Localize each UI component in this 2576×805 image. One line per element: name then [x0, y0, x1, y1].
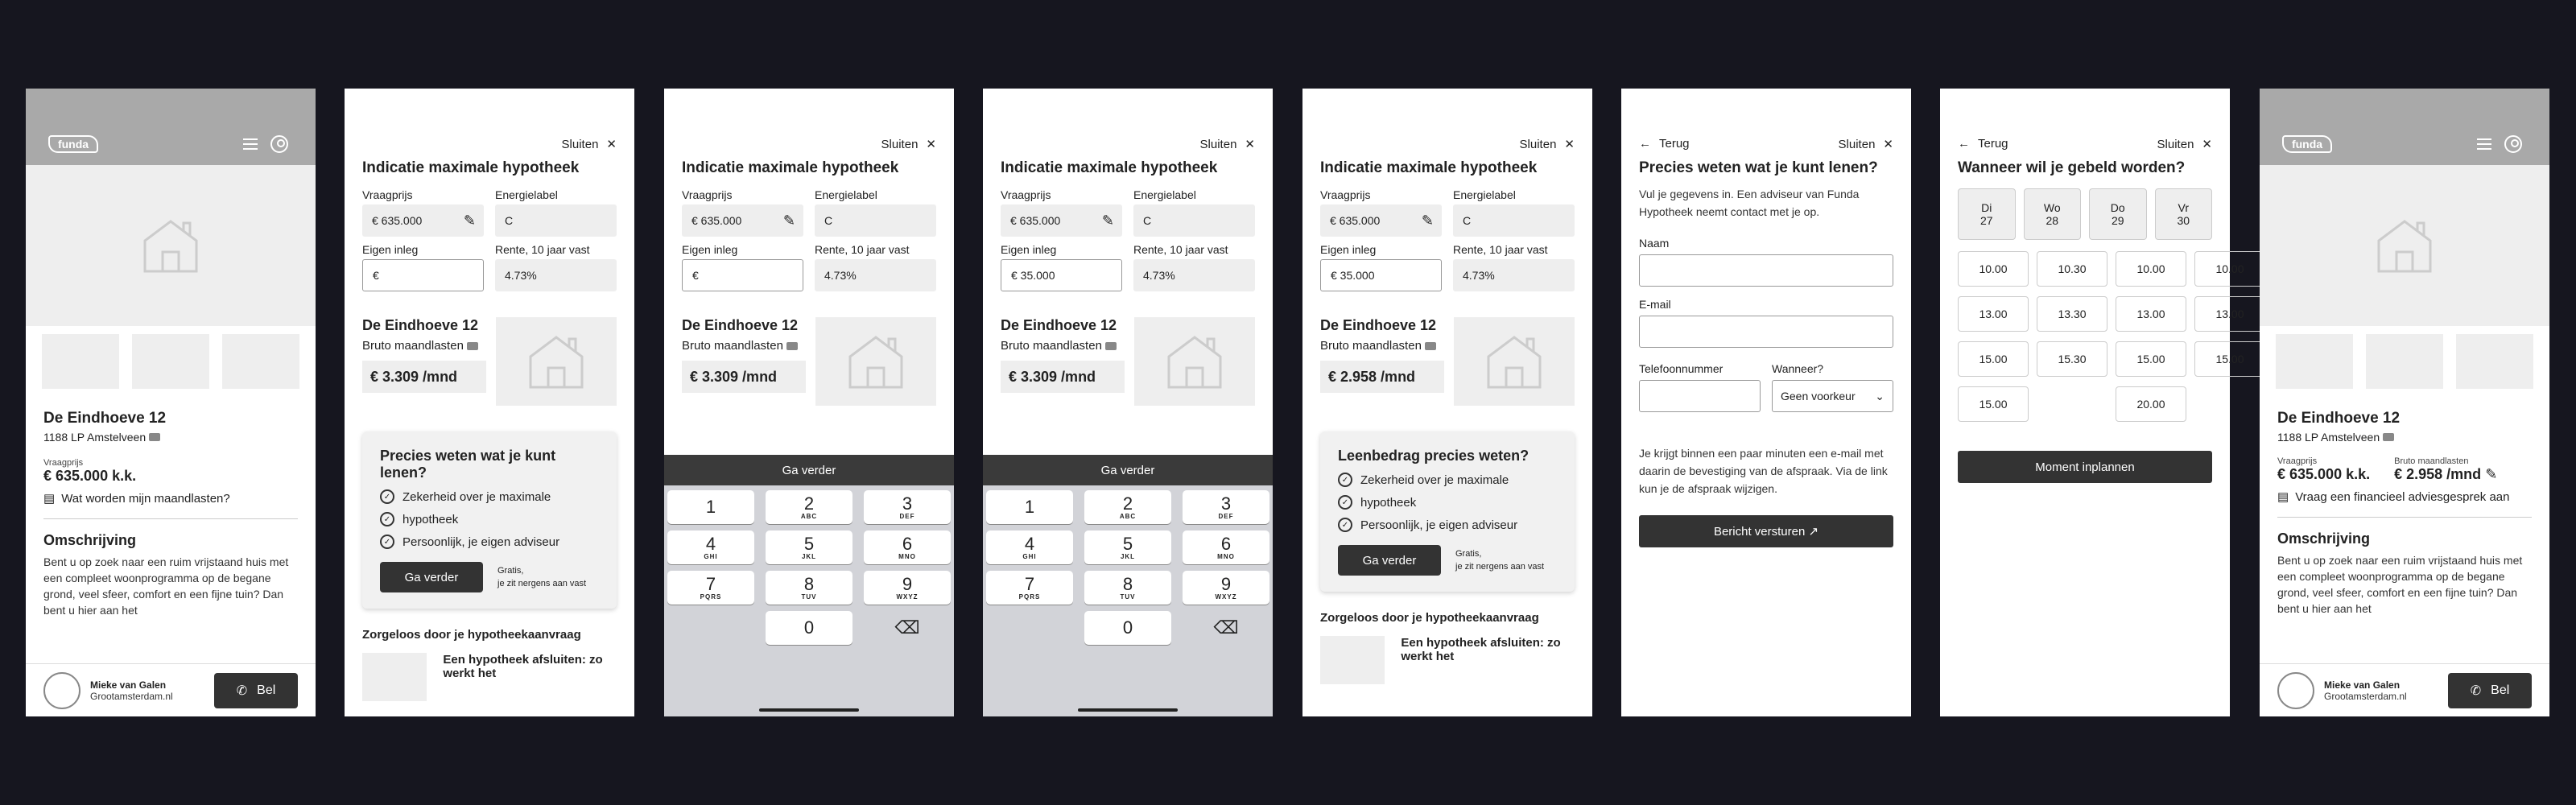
- agent-name: Mieke van Galen: [2324, 679, 2401, 691]
- day-option[interactable]: Di 27: [1958, 188, 2016, 240]
- keypad-key[interactable]: 8 TUV: [1084, 571, 1171, 605]
- property-title: De Eindhoeve 12: [43, 410, 167, 427]
- edit-icon[interactable]: ✎: [2485, 466, 2498, 482]
- calc-title: Indicatie maximale hypotheek: [362, 159, 580, 176]
- property-address: 1188 LP Amstelveen: [26, 427, 316, 444]
- thumbnail[interactable]: [222, 334, 299, 389]
- day-option[interactable]: Wo 28: [2024, 188, 2082, 240]
- rente-label: Rente, 10 jaar vast: [1453, 243, 1548, 256]
- home-indicator: [1078, 708, 1178, 712]
- price-row: [2260, 444, 2549, 483]
- inleg-label: Eigen inleg: [682, 243, 738, 256]
- rente-label: Rente, 10 jaar vast: [495, 243, 590, 256]
- thumbnail[interactable]: [132, 334, 209, 389]
- keypad-key[interactable]: 7 PQRS: [667, 571, 754, 605]
- time-slot[interactable]: 15.00: [2194, 341, 2265, 377]
- close-icon: ✕: [1245, 138, 1255, 151]
- day-option[interactable]: Do 29: [2089, 188, 2147, 240]
- phone-input[interactable]: [1639, 380, 1761, 412]
- energie-field[interactable]: C: [815, 204, 936, 237]
- close-button[interactable]: Sluiten ✕: [881, 137, 936, 151]
- description-heading: Omschrijving: [43, 532, 137, 548]
- card-title: De Eindhoeve 12: [682, 317, 799, 333]
- close-icon: ✕: [1883, 138, 1893, 151]
- back-button[interactable]: ← Terug: [1958, 137, 2008, 151]
- numeric-keypad: [664, 455, 954, 716]
- menu-icon[interactable]: [243, 138, 258, 150]
- promo-card: [362, 431, 617, 609]
- vraagprijs-label: Vraagprijs: [682, 188, 733, 201]
- free-note: Gratis, je zit nergens aan vast: [1455, 549, 1545, 572]
- result-card: [345, 291, 634, 406]
- screen-schedule: [1940, 89, 2244, 716]
- house-placeholder-icon: [1482, 329, 1546, 394]
- rente-field[interactable]: 4.73%: [1453, 259, 1575, 291]
- agent-site: Grootamsterdam.nl: [2324, 690, 2407, 702]
- keypad-key[interactable]: 8 TUV: [766, 571, 852, 605]
- funda-logo[interactable]: funda: [2282, 135, 2332, 153]
- calc-form: [664, 177, 954, 291]
- calc-form: [345, 177, 634, 291]
- email-label: E-mail: [1639, 298, 1671, 311]
- continue-button[interactable]: Ga verder: [380, 562, 483, 592]
- property-title: De Eindhoeve 12: [2277, 410, 2401, 427]
- keypad-key[interactable]: 6 MNO: [1183, 530, 1269, 564]
- backspace-key[interactable]: ⌫: [894, 617, 920, 638]
- keypad-key: [986, 611, 1073, 645]
- edit-icon[interactable]: ✎: [782, 213, 795, 229]
- check-icon: ✓: [1338, 473, 1352, 487]
- article-title: Een hypotheek afsluiten: zo werkt het: [443, 653, 603, 680]
- calc-title: Indicatie maximale hypotheek: [682, 159, 899, 176]
- check-icon: ✓: [380, 535, 394, 549]
- monthly-label: Bruto maandlasten: [2394, 456, 2469, 466]
- time-slot[interactable]: 15.30: [2037, 341, 2107, 377]
- energie-label: Energielabel: [1133, 188, 1196, 201]
- keys-grid: [664, 485, 954, 650]
- avatar: [2277, 672, 2314, 709]
- keypad-key[interactable]: 6 MNO: [864, 530, 951, 564]
- keypad-key[interactable]: 3 DEF: [864, 490, 951, 524]
- card-sub: Bruto maandlasten: [1320, 339, 1444, 353]
- chevron-down-icon: ⌄: [1875, 389, 1885, 402]
- hero-image[interactable]: [26, 165, 316, 326]
- card-sub: Bruto maandlasten: [1001, 339, 1125, 353]
- price-value: € 635.000 k.k.: [2277, 466, 2371, 482]
- inleg-label: Eigen inleg: [362, 243, 419, 256]
- day-option[interactable]: Vr 30: [2155, 188, 2213, 240]
- check-item: ✓ Persoonlijk, je eigen adviseur: [1338, 518, 1557, 532]
- vraagprijs-field[interactable]: € 635.000 ✎: [682, 204, 803, 237]
- screen-contact-form: [1621, 89, 1911, 716]
- edit-icon[interactable]: ✎: [463, 213, 476, 229]
- article-image: [1320, 636, 1385, 684]
- article-image: [362, 653, 427, 701]
- keypad-key[interactable]: 1: [986, 490, 1073, 524]
- result-card: [1302, 291, 1592, 406]
- check-item: ✓ Zekerheid over je maximale: [1338, 473, 1557, 487]
- house-placeholder-icon: [2372, 213, 2437, 278]
- screen-property-detail: [26, 89, 316, 716]
- keypad-key[interactable]: 7 PQRS: [986, 571, 1073, 605]
- house-placeholder-icon: [844, 329, 908, 394]
- keypad-key[interactable]: 5 JKL: [1084, 530, 1171, 564]
- backspace-key[interactable]: ⌫: [1213, 617, 1239, 638]
- time-slot[interactable]: 10.00: [2194, 251, 2265, 287]
- advice-link[interactable]: ▤ Vraag een financieel adviesgesprek aan: [2277, 489, 2510, 504]
- card-value: € 2.958 /mnd: [1320, 361, 1444, 393]
- divider: [2277, 517, 2532, 518]
- schedule-button[interactable]: Moment inplannen: [1958, 451, 2212, 483]
- result-card: [664, 291, 954, 406]
- card-value: € 3.309 /mnd: [682, 361, 806, 393]
- check-item: ✓ hypotheek: [1338, 495, 1557, 510]
- check-icon: ✓: [380, 512, 394, 526]
- promo-title: Leenbedrag precies weten?: [1338, 448, 1530, 464]
- check-item: ✓ Zekerheid over je maximale: [380, 489, 599, 504]
- price-value: € 635.000 k.k.: [43, 468, 137, 484]
- time-slot[interactable]: 13.00: [2194, 296, 2265, 332]
- thumbnails: [2260, 326, 2549, 397]
- vraagprijs-label: Vraagprijs: [1320, 188, 1371, 201]
- description-text: Bent u op zoek naar een ruim vrijstaand huis met een compleet woonprogramma op de begane grond, veel sfeer, comfort en een fijne tuin? Dan bent u hier aan het: [43, 555, 289, 617]
- keypad-continue[interactable]: Ga verder: [983, 455, 1273, 485]
- promo-title: Precies weten wat je kunt lenen?: [380, 448, 556, 481]
- numeric-keypad: [983, 455, 1273, 716]
- inleg-label: Eigen inleg: [1001, 243, 1057, 256]
- user-icon[interactable]: [2504, 135, 2522, 153]
- keypad-key[interactable]: 2 ABC: [766, 490, 852, 524]
- rente-label: Rente, 10 jaar vast: [1133, 243, 1228, 256]
- calculator-icon: ▤: [43, 492, 56, 506]
- card-value: € 3.309 /mnd: [362, 361, 486, 393]
- result-card: [983, 291, 1273, 406]
- zorg-heading: Zorgeloos door je hypotheekaanvraag: [362, 628, 581, 642]
- card-title: De Eindhoeve 12: [362, 317, 479, 333]
- inleg-field[interactable]: €: [362, 259, 484, 291]
- close-icon: ✕: [1564, 138, 1575, 151]
- back-button[interactable]: ← Terug: [1639, 137, 1690, 151]
- check-icon: ✓: [1338, 495, 1352, 510]
- label-tag-icon: [1105, 342, 1117, 350]
- phone-when-row: [1621, 359, 1911, 412]
- close-button[interactable]: Sluiten ✕: [2157, 137, 2212, 151]
- close-button[interactable]: Sluiten ✕: [1199, 137, 1255, 151]
- time-slot[interactable]: 10.30: [2037, 251, 2107, 287]
- property-address: 1188 LP Amstelveen: [2260, 427, 2549, 444]
- when-select[interactable]: Geen voorkeur ⌄: [1772, 380, 1893, 412]
- time-slot[interactable]: 13.00: [2116, 296, 2186, 332]
- continue-button[interactable]: Ga verder: [1338, 545, 1441, 576]
- check-item: ✓ hypotheek: [380, 512, 599, 526]
- schedule-title: Wanneer wil je gebeld worden?: [1958, 159, 2186, 176]
- check-item: ✓ Persoonlijk, je eigen adviseur: [380, 535, 599, 549]
- article-title: Een hypotheek afsluiten: zo werkt het: [1401, 636, 1561, 663]
- thumbnail[interactable]: [2366, 334, 2443, 389]
- day-picker: [1940, 177, 2230, 240]
- price-label: Vraagprijs: [2277, 456, 2318, 466]
- card-image: [496, 317, 617, 406]
- card-title: De Eindhoeve 12: [1320, 317, 1437, 333]
- article-item[interactable]: [1302, 625, 1592, 696]
- calc-title: Indicatie maximale hypotheek: [1001, 159, 1218, 176]
- contact-info: Je krijgt binnen een paar minuten een e-mail met daarin de bevestiging van de afspraak. Via de link kun je de afspraak wijzigen.: [1639, 447, 1888, 495]
- card-sub: Bruto maandlasten: [682, 339, 806, 353]
- house-placeholder-icon: [138, 213, 203, 278]
- house-placeholder-icon: [524, 329, 588, 394]
- vraagprijs-field[interactable]: € 635.000 ✎: [1320, 204, 1442, 237]
- edit-icon[interactable]: ✎: [1101, 213, 1114, 229]
- user-icon[interactable]: [270, 135, 288, 153]
- rente-field[interactable]: 4.73%: [815, 259, 936, 291]
- email-input[interactable]: [1639, 316, 1893, 348]
- menu-icon[interactable]: [2477, 138, 2491, 150]
- thumbnail[interactable]: [2276, 334, 2353, 389]
- close-icon: ✕: [926, 138, 936, 151]
- screen-calculator-keypad-filled: [983, 89, 1273, 716]
- when-label: Wanneer?: [1772, 362, 1824, 375]
- divider: [43, 518, 298, 519]
- rente-field[interactable]: 4.73%: [1133, 259, 1255, 291]
- call-button[interactable]: ✆ Bel: [214, 673, 298, 708]
- price-label: Vraagprijs: [43, 458, 84, 468]
- card-image: [1134, 317, 1255, 406]
- vraagprijs-field[interactable]: € 635.000 ✎: [1001, 204, 1122, 237]
- calc-form: [983, 177, 1273, 291]
- slot-empty: [2037, 386, 2107, 422]
- keypad-key[interactable]: 3 DEF: [1183, 490, 1269, 524]
- energie-label: Energielabel: [1453, 188, 1516, 201]
- time-slot[interactable]: 15.00: [2116, 341, 2186, 377]
- inleg-field[interactable]: €: [682, 259, 803, 291]
- energie-label: Energielabel: [495, 188, 558, 201]
- time-slot[interactable]: 20.00: [2116, 386, 2186, 422]
- funda-logo[interactable]: funda: [48, 135, 98, 153]
- screen-property-detail-monthly: [2260, 89, 2549, 716]
- check-icon: ✓: [1338, 518, 1352, 532]
- close-icon: ✕: [2202, 138, 2212, 151]
- send-message-button[interactable]: Bericht versturen ↗: [1639, 515, 1893, 547]
- slot-empty: [2194, 386, 2265, 422]
- label-tag-icon: [1425, 342, 1436, 350]
- keypad-continue[interactable]: Ga verder: [664, 455, 954, 485]
- screen-calculator-keypad: [664, 89, 954, 716]
- keypad-key: [667, 611, 754, 645]
- phone-icon: ✆: [236, 683, 248, 698]
- avatar: [43, 672, 80, 709]
- thumbnail[interactable]: [42, 334, 119, 389]
- description-heading: Omschrijving: [2277, 530, 2371, 547]
- label-tag-icon: [786, 342, 798, 350]
- card-title: De Eindhoeve 12: [1001, 317, 1117, 333]
- check-icon: ✓: [380, 489, 394, 504]
- thumbnail[interactable]: [2456, 334, 2533, 389]
- agent-site: Grootamsterdam.nl: [90, 690, 173, 702]
- home-indicator: [759, 708, 859, 712]
- time-slot[interactable]: 15.00: [1958, 386, 2029, 422]
- thumbnails: [26, 326, 316, 397]
- description-text: Bent u op zoek naar een ruim vrijstaand huis met een compleet woonprogramma op de begane grond, veel sfeer, comfort en een fijne tuin? Dan bent u hier aan het: [2277, 554, 2523, 615]
- contact-intro: Vul je gegevens in. Een adviseur van Funda Hypotheek neemt contact met je op.: [1639, 188, 1860, 218]
- keypad-key[interactable]: 9 WXYZ: [864, 571, 951, 605]
- calc-title: Indicatie maximale hypotheek: [1320, 159, 1538, 176]
- inleg-field[interactable]: € 35.000: [1001, 259, 1122, 291]
- time-slot[interactable]: 15.00: [1958, 341, 2029, 377]
- inleg-field[interactable]: € 35.000: [1320, 259, 1442, 291]
- contact-title: Precies weten wat je kunt lenen?: [1639, 159, 1878, 176]
- header: [2260, 89, 2549, 165]
- keys-grid: [983, 485, 1273, 650]
- monthly-value: € 2.958 /mnd ✎: [2394, 466, 2498, 482]
- call-button[interactable]: ✆ Bel: [2448, 673, 2532, 708]
- time-slot[interactable]: 13.00: [1958, 296, 2029, 332]
- vraagprijs-label: Vraagprijs: [1001, 188, 1051, 201]
- card-image: [1454, 317, 1575, 406]
- card-value: € 3.309 /mnd: [1001, 361, 1125, 393]
- arrow-left-icon: ←: [1958, 137, 1970, 151]
- energie-field[interactable]: C: [1133, 204, 1255, 237]
- energie-label: Energielabel: [815, 188, 877, 201]
- calculator-icon: ▤: [2277, 490, 2289, 504]
- hero-image[interactable]: [2260, 165, 2549, 326]
- house-placeholder-icon: [1162, 329, 1227, 394]
- screen-calculator: [345, 89, 634, 716]
- card-sub: Bruto maandlasten: [362, 339, 486, 353]
- time-slots: [1940, 240, 2244, 422]
- free-note: Gratis, je zit nergens aan vast: [497, 566, 587, 588]
- inleg-label: Eigen inleg: [1320, 243, 1377, 256]
- name-label: Naam: [1639, 237, 1670, 250]
- article-item[interactable]: [345, 642, 634, 712]
- vraagprijs-label: Vraagprijs: [362, 188, 413, 201]
- keypad-key[interactable]: 2 ABC: [1084, 490, 1171, 524]
- energie-field[interactable]: C: [1453, 204, 1575, 237]
- close-button[interactable]: Sluiten ✕: [1519, 137, 1575, 151]
- calc-form: [1302, 177, 1592, 291]
- name-input[interactable]: [1639, 254, 1893, 287]
- agent-bar: [2260, 663, 2549, 716]
- vraagprijs-field[interactable]: € 635.000 ✎: [362, 204, 484, 237]
- promo-card: [1320, 431, 1575, 592]
- time-slot[interactable]: 10.00: [2116, 251, 2186, 287]
- keypad-key[interactable]: 5 JKL: [766, 530, 852, 564]
- agent-bar: [26, 663, 316, 716]
- keypad-key[interactable]: 0: [1084, 611, 1171, 645]
- keypad-key[interactable]: 4 GHI: [986, 530, 1073, 564]
- keypad-key[interactable]: 9 WXYZ: [1183, 571, 1269, 605]
- edit-icon[interactable]: ✎: [1421, 213, 1434, 229]
- card-image: [815, 317, 936, 406]
- close-button[interactable]: Sluiten ✕: [561, 137, 617, 151]
- price-block: [26, 444, 316, 485]
- close-icon: ✕: [606, 138, 617, 151]
- time-slot[interactable]: 10.00: [1958, 251, 2029, 287]
- arrow-left-icon: ←: [1639, 137, 1651, 151]
- screen-calculator-result: [1302, 89, 1592, 716]
- keypad-key[interactable]: 4 GHI: [667, 530, 754, 564]
- monthly-link[interactable]: ▤ Wat worden mijn maandlasten?: [43, 491, 230, 506]
- header: [26, 89, 316, 165]
- energie-field[interactable]: C: [495, 204, 617, 237]
- agent-name: Mieke van Galen: [90, 679, 167, 691]
- label-tag-icon: [149, 433, 160, 441]
- keypad-key[interactable]: 0: [766, 611, 852, 645]
- close-button[interactable]: Sluiten ✕: [1838, 137, 1893, 151]
- label-tag-icon: [2383, 433, 2394, 441]
- phone-icon: ✆: [2470, 683, 2482, 698]
- label-tag-icon: [467, 342, 478, 350]
- keypad-key[interactable]: 1: [667, 490, 754, 524]
- zorg-heading: Zorgeloos door je hypotheekaanvraag: [1320, 611, 1539, 625]
- time-slot[interactable]: 13.30: [2037, 296, 2107, 332]
- rente-field[interactable]: 4.73%: [495, 259, 617, 291]
- rente-label: Rente, 10 jaar vast: [815, 243, 910, 256]
- phone-label: Telefoonnummer: [1639, 362, 1724, 375]
